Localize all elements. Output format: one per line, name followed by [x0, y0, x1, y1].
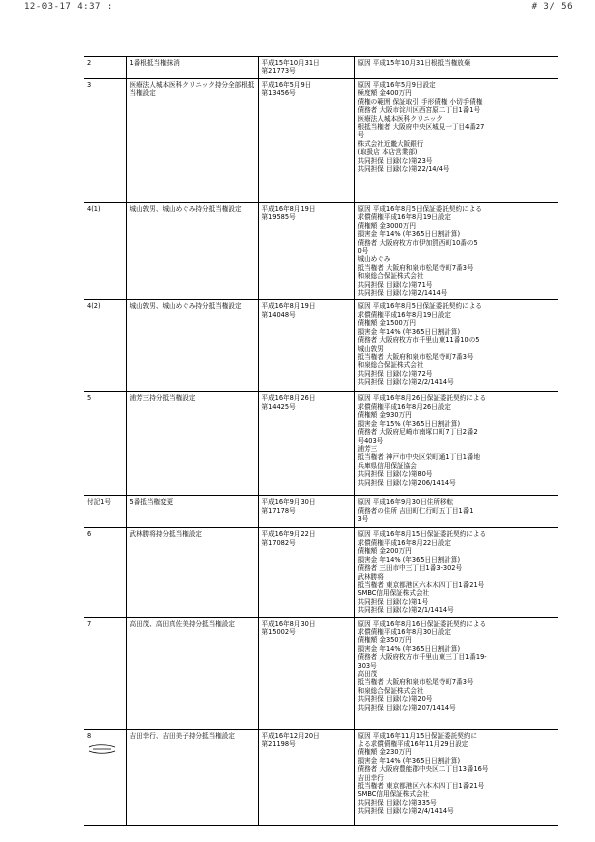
rights-detail-line: 和泉総合保証株式会社	[357, 361, 424, 370]
rights-details	[354, 203, 558, 300]
registration-purpose-text: 高田茂、高田真佐美持分抵当権設定	[129, 619, 235, 628]
registry-row	[84, 79, 558, 203]
rights-detail-line: 兵庫県信用保証協会	[357, 461, 417, 470]
rights-detail-line: 株式会社近畿大阪銀行	[357, 139, 424, 148]
registration-purpose-text: 城山敦男、城山めぐみ持分抵当権設定	[129, 205, 242, 213]
receipt-date-number	[258, 729, 354, 825]
rights-detail-line: 債権額 金930万円	[357, 411, 412, 420]
receipt-date-number	[258, 203, 354, 300]
rank-number	[84, 392, 126, 496]
rights-detail-line: 損害金 年14% (年365日日割計算)	[357, 230, 461, 239]
rights-detail-line: 原因 平成16年9月30日住所移転	[357, 498, 454, 507]
rights-detail-line: 共同担保 目録(な)第206/1414号	[357, 478, 456, 487]
rights-details	[354, 392, 558, 496]
rights-detail-line: 求償債権平成16年8月22日設定	[357, 538, 452, 547]
rights-detail-line: 城山敦男	[357, 344, 384, 353]
rights-detail-line: 共同担保 目録(な)第80号	[357, 470, 433, 479]
rank-number	[84, 57, 126, 79]
rights-detail-line: 和泉総合保証株式会社	[357, 272, 424, 281]
handwritten-mark-icon	[87, 743, 117, 755]
fax-timestamp: 12-03-17 4:37 :	[24, 2, 113, 12]
receipt-date-number	[258, 392, 354, 496]
rights-detail-line: (取扱店 本店営業部)	[357, 148, 418, 157]
rights-detail-line: 原因 平成16年11月15日保証委託契約に	[357, 731, 478, 740]
rights-detail-line: 損害金 年14% (年365日日割計算)	[357, 327, 461, 336]
rights-detail-line: 根抵当権者 大阪府中央区城見一丁目4番27	[357, 123, 485, 132]
registration-purpose	[126, 79, 258, 203]
rights-detail-line: 抵当権者 東京都港区六本木四丁目1番21号	[357, 580, 485, 589]
rights-detail-line: 抵当権者 大阪府和泉市松尾寺町7番3号	[357, 263, 474, 272]
rights-detail-line: 原因 平成16年8月16日保証委託契約による	[357, 619, 487, 628]
registration-purpose	[126, 528, 258, 617]
rights-detail-line: 求償債権平成16年8月19日設定	[357, 310, 452, 319]
rights-detail-line: 武林勝将	[357, 572, 384, 581]
rights-detail-line: 共同担保 目録(な)第20号	[357, 695, 433, 704]
rights-detail-line: 債務者 大阪府枚方市伊加賀西町10番の5	[357, 238, 478, 247]
registration-purpose	[126, 617, 258, 729]
registry-row	[84, 392, 558, 496]
receipt-date-number-text: 平成16年8月30日 第15002号	[261, 619, 316, 636]
receipt-date-number-text: 平成16年12月20日 第21198号	[261, 731, 320, 748]
registry-body	[84, 57, 558, 826]
rights-detail-line: 共同担保 目録(な)第22/14/4号	[357, 165, 450, 174]
rights-detail-line: 高田茂	[357, 669, 378, 678]
rights-detail-line: 0号	[357, 247, 369, 256]
rights-details	[354, 79, 558, 203]
rights-detail-line: 原因 平成16年8月15日保証委託契約による	[357, 530, 487, 539]
rank-number	[84, 528, 126, 617]
rights-detail-line: 求償債権平成16年8月19日設定	[357, 213, 452, 222]
rank-number-text: 5	[87, 394, 92, 403]
rights-detail-line: 城山めぐみ	[357, 255, 391, 264]
rights-detail-line: 抵当権者 大阪府和泉市松尾寺町7番3号	[357, 678, 474, 687]
rights-detail-line: 債権額 金200万円	[357, 547, 412, 556]
registration-purpose	[126, 496, 258, 528]
rights-detail-line: 303号	[357, 661, 377, 670]
rank-number-text: 7	[87, 619, 92, 628]
rank-number-text: 2	[87, 59, 92, 67]
rank-number-text: 付記1号	[87, 498, 111, 507]
rights-details	[354, 729, 558, 825]
receipt-date-number	[258, 300, 354, 392]
rights-detail-line: 債務者 大阪府豊能郡中央区二丁目13番16号	[357, 765, 489, 774]
rights-detail-line: 3号	[357, 515, 369, 524]
rights-detail-line: 債務者 三田市中三丁目1番3-302号	[357, 564, 463, 573]
rights-detail-line: 債権額 金3000万円	[357, 221, 416, 230]
registry-row	[84, 528, 558, 617]
registry-row	[84, 617, 558, 729]
receipt-date-number	[258, 617, 354, 729]
rights-detail-line: 抵当権者 大阪府和泉市松尾寺町7番3号	[357, 352, 474, 361]
rights-details	[354, 617, 558, 729]
rank-number	[84, 300, 126, 392]
rights-detail-line: 求償債権平成16年8月30日設定	[357, 627, 452, 636]
registry-row	[84, 496, 558, 528]
registration-purpose-text: 1番根抵当権抹消	[129, 59, 180, 67]
rights-detail-line: 原因 平成15年10月31日根抵当権放棄	[357, 59, 471, 67]
rights-detail-line: 和泉総合保証株式会社	[357, 686, 424, 695]
registration-purpose-text: 城山敦男、城山めぐみ持分抵当権設定	[129, 302, 242, 311]
registration-purpose	[126, 57, 258, 79]
rights-detail-line: 抵当権者 神戸市中央区栄町通1丁目1番地	[357, 453, 481, 462]
rank-number-text: 3	[87, 81, 92, 89]
rights-detail-line: 債務者 大阪府尼崎市南塚口町7丁目2番2	[357, 428, 478, 437]
registry-table	[84, 56, 558, 826]
rights-detail-line: 原因 平成16年5月9日設定	[357, 81, 436, 89]
rights-detail-line: 損害金 年14% (年365日日割計算)	[357, 756, 461, 765]
receipt-date-number	[258, 57, 354, 79]
rights-detail-line: 債権額 金350万円	[357, 636, 412, 645]
rights-details	[354, 300, 558, 392]
rights-detail-line: 債務者 大阪府枚方市千里山東三丁目1番19-	[357, 653, 487, 662]
rights-detail-line: 損害金 年14% (年365日日割計算)	[357, 555, 461, 564]
rights-detail-line: 損害金 年15% (年365日日割計算)	[357, 419, 461, 428]
rights-detail-line: 共同担保 目録(な)第2/1414号	[357, 289, 448, 298]
rights-detail-line: 号403号	[357, 436, 384, 445]
registration-purpose	[126, 729, 258, 825]
rights-detail-line: よる求償債権平成16年11月29日設定	[357, 739, 469, 748]
registry-row	[84, 300, 558, 392]
rank-number	[84, 617, 126, 729]
registration-purpose-text: 吉田幸行、吉田美子持分抵当権設定	[129, 731, 235, 740]
rights-detail-line: 極度額 金400万円	[357, 89, 412, 98]
rights-detail-line: 号	[357, 131, 365, 140]
rank-number-text: 8	[87, 731, 92, 740]
rights-detail-line: 共同担保 目録(な)第71号	[357, 280, 433, 289]
registration-purpose-text: 5番抵当権変更	[129, 498, 174, 507]
rights-detail-line: 共同担保 目録(な)第23号	[357, 156, 433, 165]
rank-number	[84, 79, 126, 203]
registration-purpose	[126, 300, 258, 392]
rights-detail-line: 共同担保 目録(な)第335号	[357, 798, 437, 807]
registration-purpose-text: 武林勝将持分抵当権設定	[129, 530, 203, 539]
rights-detail-line: 共同担保 目録(な)第2/4/1414号	[357, 807, 454, 816]
receipt-date-number	[258, 496, 354, 528]
rights-detail-line: 医療法人城本医科クリニック	[357, 114, 443, 123]
rank-number-text: 4(1)	[87, 205, 101, 213]
rank-number	[84, 729, 126, 825]
receipt-date-number-text: 平成16年8月19日 第14048号	[261, 302, 316, 319]
receipt-date-number	[258, 79, 354, 203]
rights-detail-line: 債務者 大阪市淀川区西宮原二丁目1番1号	[357, 106, 481, 115]
rights-detail-line: 債権額 金230万円	[357, 748, 412, 757]
registration-purpose	[126, 203, 258, 300]
rank-number-text: 6	[87, 530, 92, 539]
rights-detail-line: 債権の範囲 保証取引 手形債権 小切手債権	[357, 97, 483, 106]
receipt-date-number	[258, 528, 354, 617]
rights-detail-line: 原因 平成16年8月5日保証委託契約による	[357, 205, 482, 213]
receipt-date-number-text: 平成16年9月22日 第17082号	[261, 530, 316, 547]
receipt-date-number-text: 平成16年8月19日 第19585号	[261, 205, 316, 222]
rights-detail-line: SMBC信用保証株式会社	[357, 790, 430, 799]
registration-purpose-text: 浦芳三持分抵当権設定	[129, 394, 196, 403]
registry-row	[84, 57, 558, 79]
rank-number	[84, 496, 126, 528]
registration-purpose-text: 医療法人城本医科クリニック持分全部根抵当権設定	[129, 81, 255, 98]
receipt-date-number-text: 平成16年8月26日 第14425号	[261, 394, 316, 411]
rights-detail-line: 吉田幸行	[357, 773, 384, 782]
rank-number	[84, 203, 126, 300]
rights-detail-line: SMBC信用保証株式会社	[357, 589, 430, 598]
registry-row	[84, 729, 558, 825]
rights-detail-line: 抵当権者 東京都港区六本木四丁目1番21号	[357, 781, 485, 790]
rights-detail-line: 浦芳三	[357, 444, 378, 453]
rights-detail-line: 共同担保 目録(な)第1号	[357, 597, 429, 606]
rights-detail-line: 債権額 金1500万円	[357, 319, 416, 328]
rank-number-text: 4(2)	[87, 302, 101, 311]
fax-header	[0, 0, 595, 14]
receipt-date-number-text: 平成16年9月30日 第17178号	[261, 498, 316, 515]
rights-detail-line: 債務者 大阪府枚方市千里山東11番10の5	[357, 336, 480, 345]
rights-details	[354, 57, 558, 79]
rights-detail-line: 共同担保 目録(な)第72号	[357, 369, 433, 378]
fax-page-counter: # 3/ 56	[531, 2, 573, 12]
rights-detail-line: 共同担保 目録(な)第2/1/1414号	[357, 606, 454, 615]
rights-detail-line: 原因 平成16年8月26日保証委託契約による	[357, 394, 487, 403]
rights-details	[354, 528, 558, 617]
rights-details	[354, 496, 558, 528]
rights-detail-line: 債務者の住所 吉田町仁行町五丁目1番1	[357, 506, 474, 515]
registry-row	[84, 203, 558, 300]
rights-detail-line: 原因 平成16年8月5日保証委託契約による	[357, 302, 482, 311]
registration-purpose	[126, 392, 258, 496]
rights-detail-line: 共同担保 目録(な)第2/2/1414号	[357, 378, 454, 387]
rights-detail-line: 共同担保 目録(な)第207/1414号	[357, 703, 456, 712]
rights-detail-line: 求償債権平成16年8月26日設定	[357, 402, 452, 411]
receipt-date-number-text: 平成16年5月9日 第13456号	[261, 81, 312, 98]
rights-detail-line: 損害金 年14% (年365日日割計算)	[357, 644, 461, 653]
receipt-date-number-text: 平成15年10月31日 第21773号	[261, 59, 320, 76]
